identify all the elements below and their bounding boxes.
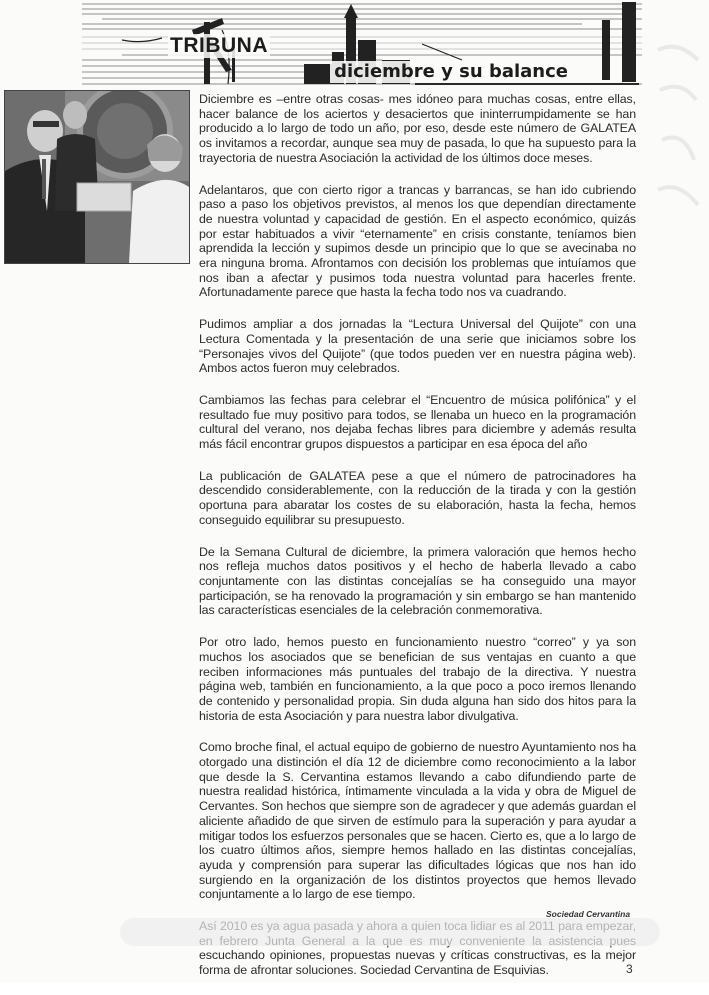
paragraph: Diciembre es –entre otras cosas- mes idóneo para muchas cosas, entre ellas, hacer balance de los aciertos y desaciertos que ininterrumpidamente se han producido a lo largo de todo un año, por eso, desde este número de GALATEA os invitamos a recordar, aunque sea muy de pasada, lo que ha supuesto para la trayectoria de nuestra Asociación la actividad de los últimos doce meses.	[199, 92, 636, 165]
paragraph: Pudimos ampliar a dos jornadas la “Lectura Universal del Quijote” con una Lectura Comentada y la presentación de una serie que iniciamos sobre los “Personajes vivos del Quijote” (que todos pueden ver en nuestra página web). Ambos actos fueron muy celebrados.	[199, 317, 636, 376]
paragraph: Como broche final, el actual equipo de gobierno de nuestro Ayuntamiento nos ha otorgado una distinción el día 12 de diciembre como reconocimiento a la labor que desde la S. Cervantina estamos llevando a cabo difundiendo parte de nuestra realidad histórica, íntimamente vinculada a la vida y obra de Miguel de Cervantes. Son hechos que siempre son de agradecer y que además guardan el aliciente añadido de que sirven de estímulo para la superación y para ayudar a mitigar todos los esfuerzos personales que se hacen. Cierto es, que a lo largo de los cuatro últimos años, siempre hemos hallado en las distintas concejalías, ayuda y comprensión para superar las dificultades lógicas que nos han ido surgiendo en la organización de los distintos proyectos que hemos llevado conjuntamente a lo largo de ese tiempo.	[199, 740, 636, 902]
paragraph: escuchando opiniones, propuestas nuevas y críticas constructivas, es la mejor forma de afrontar soluciones. Sociedad Cervantina de Esquivias.	[199, 948, 636, 978]
paragraph: Por otro lado, hemos puesto en funcionamiento nuestro “correo” y ya son muchos los asociados que se benefician de sus ventajas en cuanto a que reciben informaciones más puntuales del trabajo de la directiva. Y nuestra página web, también en funcionamiento, a la que poco a poco iremos llenando de contenido y personalidad propia. Sin duda alguna han sido dos hitos para la historia de esta Asociación y para nuestra labor divulgativa.	[199, 635, 636, 723]
article-signature: Sociedad Cervantina	[546, 909, 631, 919]
paragraph: La publicación de GALATEA pese a que el número de patrocinadores ha descendido considerablemente, con la reducción de la tirada y con la gestión oportuna para abaratar los costes de su elaboración, hasta la fecha, hemos conseguido equilibrar su presupuesto.	[199, 468, 636, 527]
bleed-through-banner	[120, 918, 660, 946]
page-number: 3	[626, 962, 633, 976]
paragraph: Adelantaros, que con cierto rigor a trancas y barrancas, se han ido cubriendo paso a paso los objetivos previstos, al menos los que dependían directamente de nuestra voluntad y capacidad de gestión. En el aspecto económico, quizás por estar habituados a vivir “eternamente” en crisis constante, teníamos bien aprendida la lección y supimos desde un principio que lo que se avecinaba no era ninguna broma. Afrontamos con decisión los problemas que intuíamos que nos iban a afectar y pusimos toda nuestra voluntad para hacerles frente. Afortunadamente parece que hasta la fecha todo nos va cuadrando.	[199, 182, 636, 300]
award-photo	[4, 90, 190, 264]
award-photo-illustration	[5, 91, 189, 263]
article-title: diciembre y su balance	[330, 61, 572, 83]
header-banner	[82, 0, 642, 88]
title-underline	[415, 83, 639, 85]
paragraph: De la Semana Cultural de diciembre, la primera valoración que hemos hecho nos refleja muchos datos positivos y el hecho de haberla llevado a cabo conjuntamente con las distintas concejalías se ha conseguido una mayor participación, se ha renovado la programación y sin embargo se han mantenido las características esenciales de la celebración conmemorativa.	[199, 544, 636, 618]
paragraph: Cambiamos las fechas para celebrar el “Encuentro de música polifónica” y el resultado fue muy positivo para todos, se llenaba un hueco en la programación cultural del verano, nos dejaba fechas libres para diciembre y además resulta más fácil encontrar grupos dispuestos a participar en esa época del año	[199, 392, 636, 452]
section-label: TRIBUNA	[170, 34, 268, 57]
bleed-through-decoration	[648, 30, 708, 230]
article-body	[199, 92, 636, 995]
